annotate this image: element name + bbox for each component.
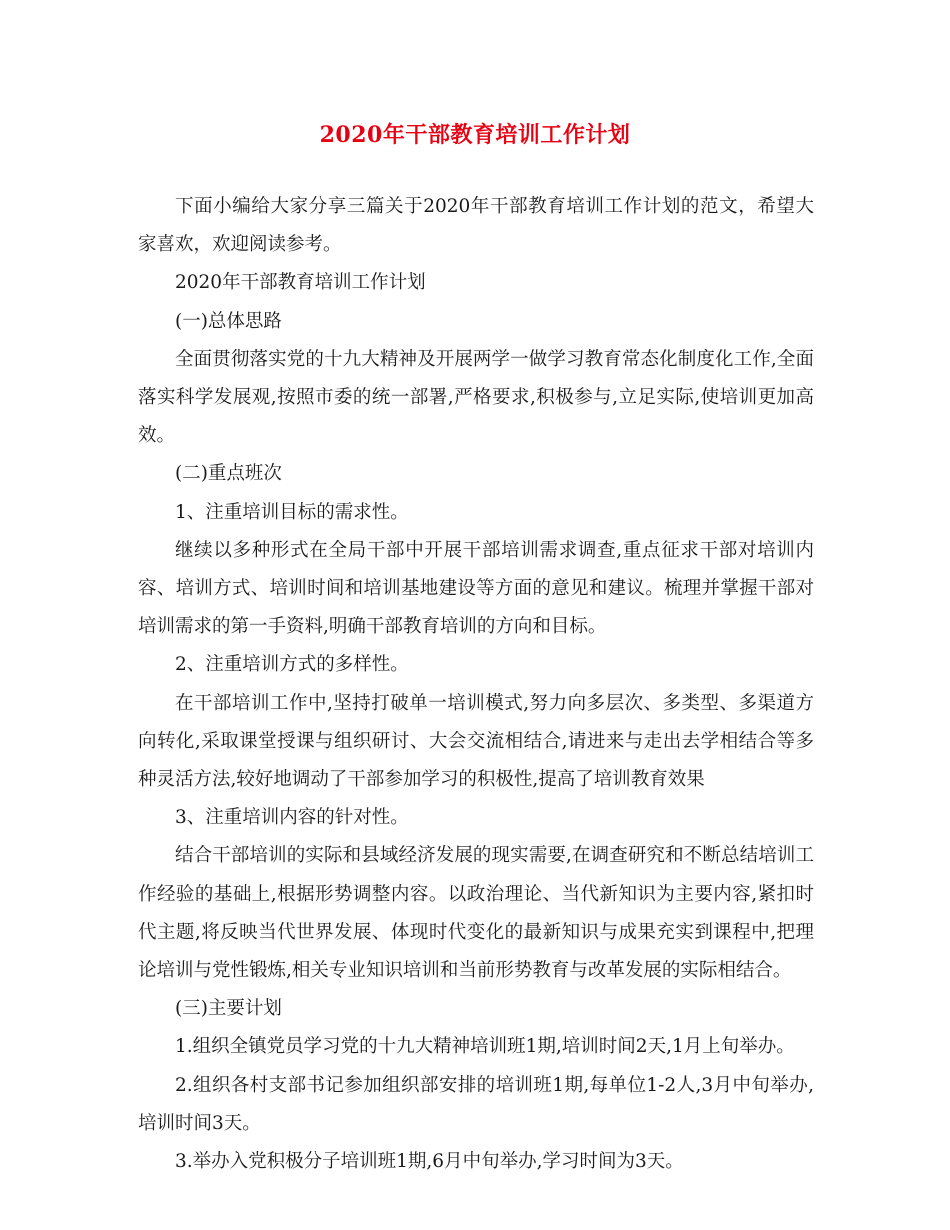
paragraph-intro: 下面小编给大家分享三篇关于2020年干部教育培训工作计划的范文，希望大家喜欢，欢迎阅读参考。 xyxy=(138,196,814,256)
paragraph-targeting: 结合干部培训的实际和县域经济发展的现实需要,在调查研究和不断总结培训工作经验的基础上,根据形势调整内容。以政治理论、当代新知识为主要内容,紧扣时代主题,将反映当代世界发展、体现时代变化的最新知识与成果充实到课程中,把理论培训与党性锻炼,相关专业知识培训和当前形势教育与改革发展的实际相结合。 xyxy=(138,845,814,982)
paragraph-subtitle: 2020年干部教育培训工作计划 xyxy=(175,272,426,294)
plan-item-3: 3.举办入党积极分子培训班1期,6月中旬举办,学习时间为3天。 xyxy=(175,1151,684,1173)
document-body xyxy=(138,188,814,1181)
paragraph-needs: 继续以多种形式在全局干部中开展干部培训需求调查,重点征求干部对培训内容、培训方式、培训时间和培训基地建设等方面的意见和建议。梳理并掌握干部对培训需求的第一手资料,明确干部教育培训的方向和目标。 xyxy=(138,539,814,638)
section-heading-overall-thinking: (一)总体思路 xyxy=(175,310,282,332)
plan-item-1: 1.组织全镇党员学习党的十九大精神培训班1期,培训时间2天,1月上旬举办。 xyxy=(175,1036,795,1058)
item-heading-diversity: 2、注重培训方式的多样性。 xyxy=(175,654,409,676)
paragraph-diversity: 在干部培训工作中,坚持打破单一培训模式,努力向多层次、多类型、多渠道方向转化,采取课堂授课与组织研讨、大会交流相结合,请进来与走出去学相结合等多种灵活方法,较好地调动了干部参加学习的积极性,提高了培训教育效果 xyxy=(138,692,814,791)
section-heading-main-plan: (三)主要计划 xyxy=(175,998,282,1020)
document-title: 2020年干部教育培训工作计划 xyxy=(319,122,631,148)
section-heading-key-classes: (二)重点班次 xyxy=(175,463,282,485)
item-heading-targeting: 3、注重培训内容的针对性。 xyxy=(175,807,409,829)
plan-item-2: 2.组织各村支部书记参加组织部安排的培训班1期,每单位1-2人,3月中旬举办,培训时间3天。 xyxy=(138,1074,814,1134)
item-heading-needs: 1、注重培训目标的需求性。 xyxy=(175,501,409,523)
paragraph-overall-thinking: 全面贯彻落实党的十九大精神及开展两学一做学习教育常态化制度化工作,全面落实科学发展观,按照市委的统一部署,严格要求,积极参与,立足实际,使培训更加高效。 xyxy=(138,348,814,447)
